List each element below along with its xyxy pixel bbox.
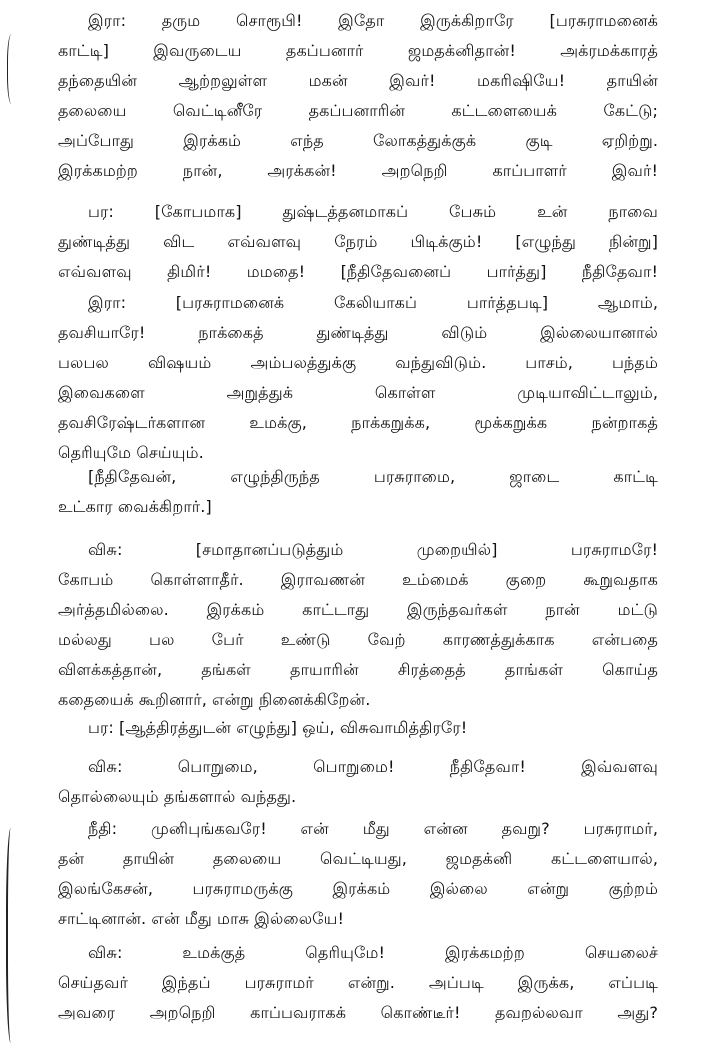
text-line: தன் தாயின் தலையை வெட்டியது, ஜமதக்னி கட்டளையால்,: [58, 849, 658, 868]
text-line: இரக்கமற்ற நான், அரக்கன்! அறநெறி காப்பாளர் இவர்!: [58, 161, 658, 180]
text-line: தவசிரேஷ்டர்களான உமக்கு, நாக்கறுக்க, மூக்கறுக்க நன்றாகத்: [58, 413, 658, 432]
text-line: அவரை அறநெறி காப்பவராகக் கொண்டீர்! தவறல்லவா அது?: [58, 1003, 658, 1022]
paragraph-visvamitra-speech-3: [58, 938, 658, 1028]
text-line: பர: [ஆத்திரத்துடன் எழுந்து] ஒய், விசுவாமித்திரரே!: [88, 718, 468, 737]
text-line: அப்போது இரக்கம் எந்த லோகத்துக்குக் குடி ஏறிற்று.: [58, 131, 658, 150]
text-line: விசு: பொறுமை, பொறுமை! நீதிதேவா! இவ்வளவு: [88, 757, 658, 776]
text-line: தலையை வெட்டினீரே தகப்பனாரின் கட்டளையைக் கேட்டு;: [58, 101, 658, 120]
paragraph-parasurama-speech-2: [58, 713, 658, 743]
text-line: காட்டி] இவருடைய தகப்பனார் ஜமதக்னிதான்! அக்ரமக்காரத்: [58, 41, 658, 60]
text-line: தெரியுமே செய்யும்.: [58, 443, 204, 462]
text-line: கோபம் கொள்ளாதீர். இராவணன் உம்மைக் குறை கூறுவதாக: [58, 570, 658, 589]
text-line: தவசியாரே! நாக்கைத் துண்டித்து விடும் இல்லையானால்: [58, 323, 658, 342]
text-line: இரா: [பரசுராமனைக் கேலியாகப் பார்த்தபடி] ஆமாம்,: [88, 293, 658, 312]
margin-pencil-mark: [6, 828, 18, 1043]
paragraph-stage-direction: [58, 462, 658, 522]
paragraph-ravana-speech-1: [58, 6, 658, 186]
paragraph-visvamitra-speech-1: [58, 535, 658, 715]
text-line: பலபல விஷயம் அம்பலத்துக்கு வந்துவிடும். பாசம், பந்தம்: [58, 353, 658, 372]
text-line: கதையைக் கூறினார், என்று நினைக்கிறேன்.: [58, 690, 371, 709]
text-line: இரா: தரும சொரூபி! இதோ இருக்கிறாரே [பரசுராமனைக்: [88, 11, 658, 30]
paragraph-visvamitra-speech-2: [58, 752, 658, 812]
paragraph-neethi-speech: [58, 814, 658, 934]
text-line: உட்கார வைக்கிறார்.]: [58, 497, 212, 516]
text-line: விசு: [சமாதானப்படுத்தும் முறையில்] பரசுராமரே!: [88, 540, 658, 559]
text-line: [நீதிதேவன், எழுந்திருந்த பரசுராமை, ஜாடை காட்டி: [88, 467, 658, 486]
text-line: செய்தவர் இந்தப் பரசுராமர் என்று. அப்படி இருக்க, எப்படி: [58, 973, 658, 992]
paragraph-parasurama-speech-1: [58, 197, 658, 287]
text-line: பர: [கோபமாக] துஷ்டத்தனமாகப் பேசும் உன் நாவை: [88, 202, 658, 221]
paragraph-ravana-speech-2: [58, 288, 658, 468]
text-line: எவ்வளவு திமிர்! மமதை! [நீதிதேவனைப் பார்த்து] நீதிதேவா!: [58, 262, 658, 281]
text-line: துண்டித்து விட எவ்வளவு நேரம் பிடிக்கும்! [எழுந்து நின்று]: [58, 232, 658, 251]
margin-pencil-mark: [7, 34, 18, 104]
text-line: இவைகளை அறுத்துக் கொள்ள முடியாவிட்டாலும்,: [58, 383, 658, 402]
text-line: விளக்கத்தான், தங்கள் தாயாரின் சிரத்தைத் தாங்கள் கொய்த: [58, 660, 658, 679]
text-line: அர்த்தமில்லை. இரக்கம் காட்டாது இருந்தவர்கள் நான் மட்டு: [58, 600, 658, 619]
text-line: மல்லது பல பேர் உண்டு வேற் காரணத்துக்காக என்பதை: [58, 630, 658, 649]
text-line: விசு: உமக்குத் தெரியுமே! இரக்கமற்ற செயலைச்: [88, 943, 658, 962]
text-line: நீதி: முனிபுங்கவரே! என் மீது என்ன தவறு? பரசுராமர்,: [88, 819, 658, 838]
text-line: தொல்லையும் தங்களால் வந்தது.: [58, 787, 297, 806]
text-line: தந்தையின் ஆற்றலுள்ள மகன் இவர்! மகரிஷியே! தாயின்: [58, 71, 658, 90]
text-line: இலங்கேசன், பரசுராமருக்கு இரக்கம் இல்லை என்று குற்றம்: [58, 879, 658, 898]
text-line: சாட்டினான். என் மீது மாசு இல்லையே!: [58, 909, 345, 928]
